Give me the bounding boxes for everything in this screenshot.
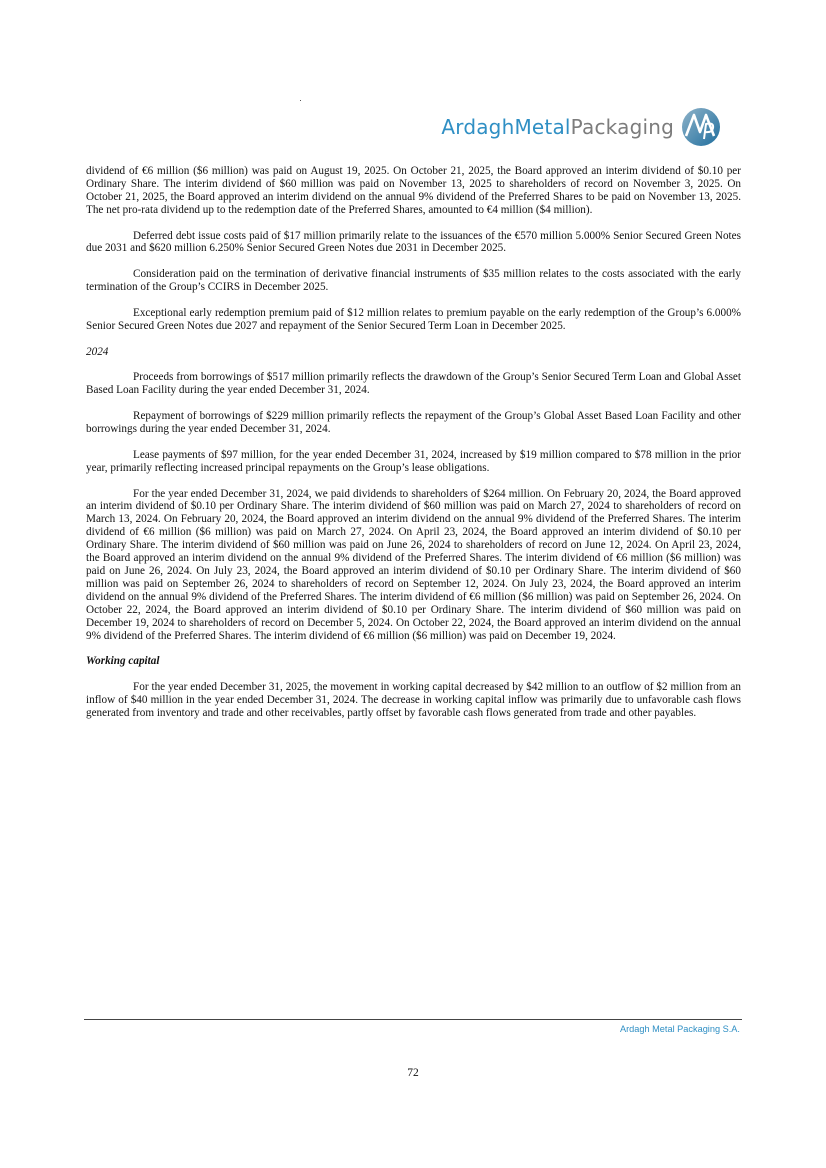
paragraph-lease-payments: Lease payments of $97 million, for the year ended December 31, 2024, increased by $19 million compared to $78 million in the prior year, primarily reflecting increased principal repayments on the Group’s lease obligations. [86, 448, 741, 474]
logo-word-ardagh: Ardagh [441, 115, 515, 139]
paragraph-working-capital: For the year ended December 31, 2025, the movement in working capital decreased by $42 million to an outflow of $2 million from an inflow of $40 million in the year ended December 31, 2024. The decrease in working capital inflow was primarily due to unfavorable cash flows generated from inventory and trade and other receivables, partly offset by favorable cash flows generated from trade and other payables. [86, 681, 741, 719]
body-text [86, 165, 741, 720]
paragraph-deferred-debt-costs: Deferred debt issue costs paid of $17 million primarily relate to the issuances of the €570 million 5.000% Senior Secured Green Notes due 2031 and $620 million 6.250% Senior Secured Green Notes due 2031 in December 2025. [86, 229, 741, 255]
logo-word-packaging: Packaging [570, 115, 674, 139]
page-number: 72 [407, 1067, 419, 1079]
logo-word-metal: Metal [514, 115, 571, 139]
paragraph-borrowing-repayment: Repayment of borrowings of $229 million primarily reflects the repayment of the Group’s Global Asset Based Loan Facility and other borrowings during the year ended December 31, 2024. [86, 410, 741, 436]
paragraph-dividend-2025-continued: dividend of €6 million ($6 million) was paid on August 19, 2025. On October 21, 2025, the Board approved an interim dividend of $0.10 per Ordinary Share. The interim dividend of $60 million was paid on November 13, 2025 to shareholders of record on November 3, 2025. On October 21, 2025, the Board approved an interim dividend on the annual 9% dividend of the Preferred Shares to be paid on November 13, 2025. The net pro-rata dividend up to the redemption date of the Preferred Shares, amounted to €4 million ($4 million). [86, 165, 741, 216]
subheading-2024: 2024 [86, 345, 109, 358]
paragraph-derivative-termination: Consideration paid on the termination of derivative financial instruments of $35 million relates to the costs associated with the early termination of the Group’s CCIRS in December 2025. [86, 268, 741, 294]
footer-company-name: Ardagh Metal Packaging S.A. [619, 1024, 740, 1034]
amp-logo-icon [680, 106, 722, 148]
paragraph-redemption-premium: Exceptional early redemption premium paid of $12 million relates to premium payable on the early redemption of the Group’s 6.000% Senior Secured Green Notes due 2027 and repayment of the Senior Secured Term Loan in December 2025. [86, 306, 741, 332]
company-logo [441, 106, 722, 148]
footer-divider [84, 1019, 742, 1020]
logo-wordmark [441, 115, 674, 139]
section-heading-working-capital: Working capital [86, 655, 160, 668]
paragraph-borrowing-proceeds: Proceeds from borrowings of $517 million primarily reflects the drawdown of the Group’s Senior Secured Term Loan and Global Asset Based Loan Facility during the year ended December 31, 2024. [86, 371, 741, 397]
stray-mark [300, 100, 301, 101]
paragraph-dividends-2024: For the year ended December 31, 2024, we paid dividends to shareholders of $264 million. On February 20, 2024, the Board approved an interim dividend of $0.10 per Ordinary Share. The interim dividend of $60 million was paid on March 27, 2024 to shareholders of record on March 13, 2024. On February 20, 2024, the Board approved an interim dividend on the annual 9% dividend of the Preferred Shares. The interim dividend of €6 million ($6 million) was paid on March 27, 2024. On April 23, 2024, the Board approved an interim dividend of $0.10 per Ordinary Share. The interim dividend of $60 million was paid on June 26, 2024 to shareholders of record on June 12, 2024. On April 23, 2024, the Board approved an interim dividend on the annual 9% dividend of the Preferred Shares. The interim dividend of €6 million ($6 million) was paid on June 26, 2024. On July 23, 2024, the Board approved an interim dividend of $0.10 per Ordinary Share. The interim dividend of $60 million was paid on September 26, 2024 to shareholders of record on September 12, 2024. On July 23, 2024, the Board approved an interim dividend on the annual 9% dividend of the Preferred Shares. The interim dividend of €6 million ($6 million) was paid on September 26, 2024. On October 22, 2024, the Board approved an interim dividend of $0.10 per Ordinary Share. The interim dividend of $60 million was paid on December 19, 2024 to shareholders of record on December 5, 2024. On October 22, 2024, the Board approved an interim dividend on the annual 9% dividend of the Preferred Shares. The interim dividend of €6 million ($6 million) was paid on December 19, 2024. [86, 487, 741, 642]
